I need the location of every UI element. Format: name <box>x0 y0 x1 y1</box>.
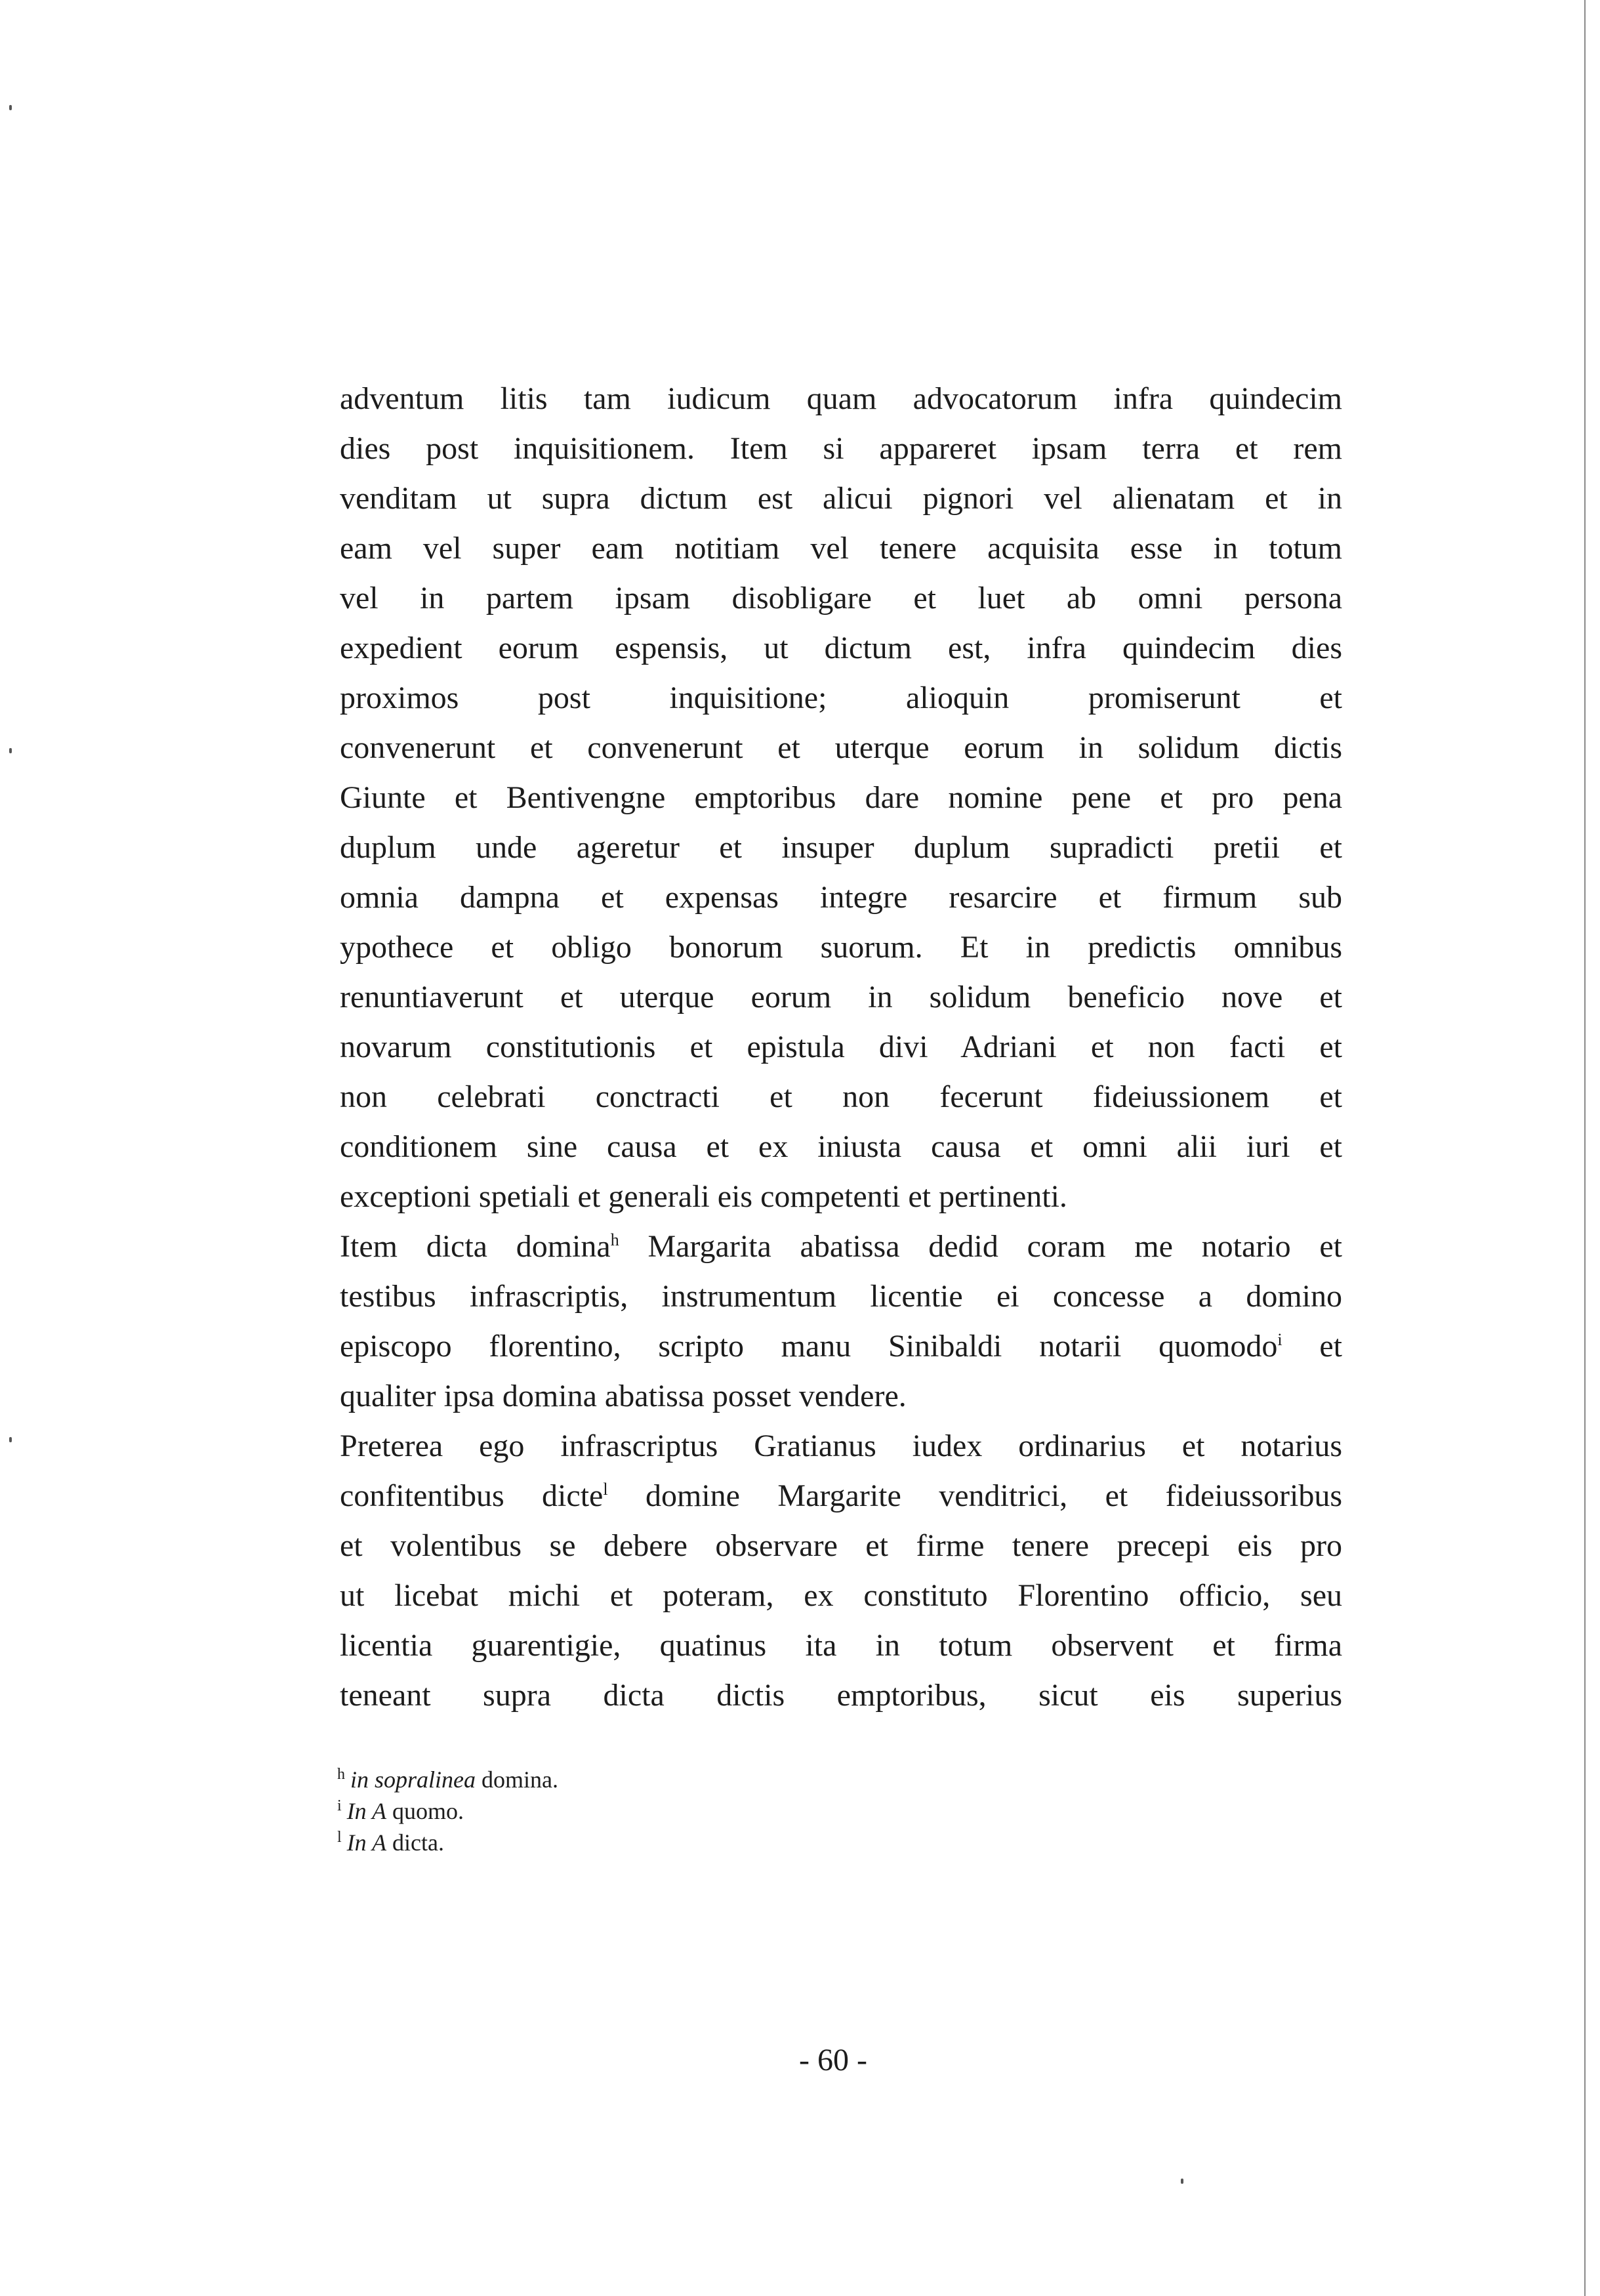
text-line: testibus infrascriptis, instrumentum licentie ei concesse a domino <box>340 1279 1342 1314</box>
text-line: novarum constitutionis et epistula divi Adriani et non facti et <box>340 1030 1342 1064</box>
text-line <box>340 1471 1342 1521</box>
text-line: proximos post inquisitione; alioquin promiserunt et <box>340 680 1342 715</box>
text-line: dies post inquisitionem. Item si appareret ipsam terra et rem <box>340 431 1342 466</box>
footnote-reference: i <box>1277 1330 1282 1349</box>
text-line <box>340 1322 1342 1371</box>
scan-speck <box>9 105 12 110</box>
footnote <box>337 1827 928 1858</box>
footnote-mark: l <box>337 1829 342 1846</box>
page-number: - 60 - <box>799 2043 867 2077</box>
footnote-reference: h <box>610 1230 619 1249</box>
text-line: renuntiaverunt et uterque eorum in solidum beneficio nove et <box>340 980 1342 1014</box>
text-line: eam vel super eam notitiam vel tenere acquisita esse in totum <box>340 531 1342 566</box>
text-line: Giunte et Bentivengne emptoribus dare nomine pene et pro pena <box>340 780 1342 815</box>
text-line: qualiter ipsa domina abatissa posset vendere. <box>340 1379 907 1413</box>
text-line: omnia dampna et expensas integre resarcire et firmum sub <box>340 880 1342 915</box>
text-line: expedient eorum espensis, ut dictum est, infra quindecim dies <box>340 631 1342 665</box>
footnote-mark: h <box>337 1766 345 1783</box>
text-line: convenerunt et convenerunt et uterque eorum in solidum dictis <box>340 730 1342 765</box>
footnote-mark: i <box>337 1797 342 1814</box>
footnote-italic: In A <box>346 1798 386 1824</box>
footnote-italic: in sopralinea <box>350 1766 476 1793</box>
footnote <box>337 1764 928 1795</box>
scan-speck <box>1181 2179 1183 2184</box>
footnote <box>337 1795 928 1827</box>
text-line-end: Margarita abatissa dedid coram me notario et <box>619 1229 1343 1264</box>
text-line: exceptioni spetiali et generali eis competenti et pertinenti. <box>340 1179 1067 1214</box>
scan-speck <box>9 1437 12 1442</box>
text-line-end: et <box>1282 1329 1343 1364</box>
text-line-start: confitentibus dicte <box>340 1478 604 1513</box>
text-line: adventum litis tam iudicum quam advocatorum infra quindecim <box>340 381 1342 416</box>
text-line: conditionem sine causa et ex iniusta causa et omni alii iuri et <box>340 1129 1342 1164</box>
text-line: venditam ut supra dictum est alicui pignori vel alienatam et in <box>340 481 1342 516</box>
text-line-end: domine Margarite venditrici, et fideiussoribus <box>607 1478 1342 1513</box>
text-line: et volentibus se debere observare et firme tenere precepi eis pro <box>340 1528 1342 1563</box>
text-line: non celebrati conctracti et non fecerunt fideiussionem et <box>340 1079 1342 1114</box>
text-line: teneant supra dicta dictis emptoribus, sicut eis superius <box>340 1678 1342 1713</box>
text-line: ut licebat michi et poteram, ex constituto Florentino officio, seu <box>340 1578 1342 1613</box>
text-line: vel in partem ipsam disobligare et luet ab omni persona <box>340 581 1342 616</box>
scan-speck <box>9 748 12 753</box>
text-line: ypothece et obligo bonorum suorum. Et in predictis omnibus <box>340 930 1342 965</box>
text-line-start: Item dicta domina <box>340 1229 611 1264</box>
footnote-italic: In A <box>346 1829 386 1856</box>
text-line: duplum unde ageretur et insuper duplum supradicti pretii et <box>340 830 1342 865</box>
footnote-text: quomo. <box>386 1798 464 1824</box>
footnotes <box>337 1764 928 1858</box>
footnote-reference: l <box>603 1480 608 1499</box>
footnote-text: domina. <box>476 1766 558 1793</box>
text-line: licentia guarentigie, quatinus ita in totum observent et firma <box>340 1628 1342 1663</box>
text-line-start: episcopo florentino, scripto manu Sinibaldi notarii quomodo <box>340 1329 1278 1364</box>
page-edge-shadow <box>1584 0 1586 2296</box>
text-line <box>340 1222 1342 1272</box>
body-text <box>340 374 1342 1721</box>
footnote-text: dicta. <box>386 1829 444 1856</box>
text-line: Preterea ego infrascriptus Gratianus iudex ordinarius et notarius <box>340 1429 1342 1463</box>
